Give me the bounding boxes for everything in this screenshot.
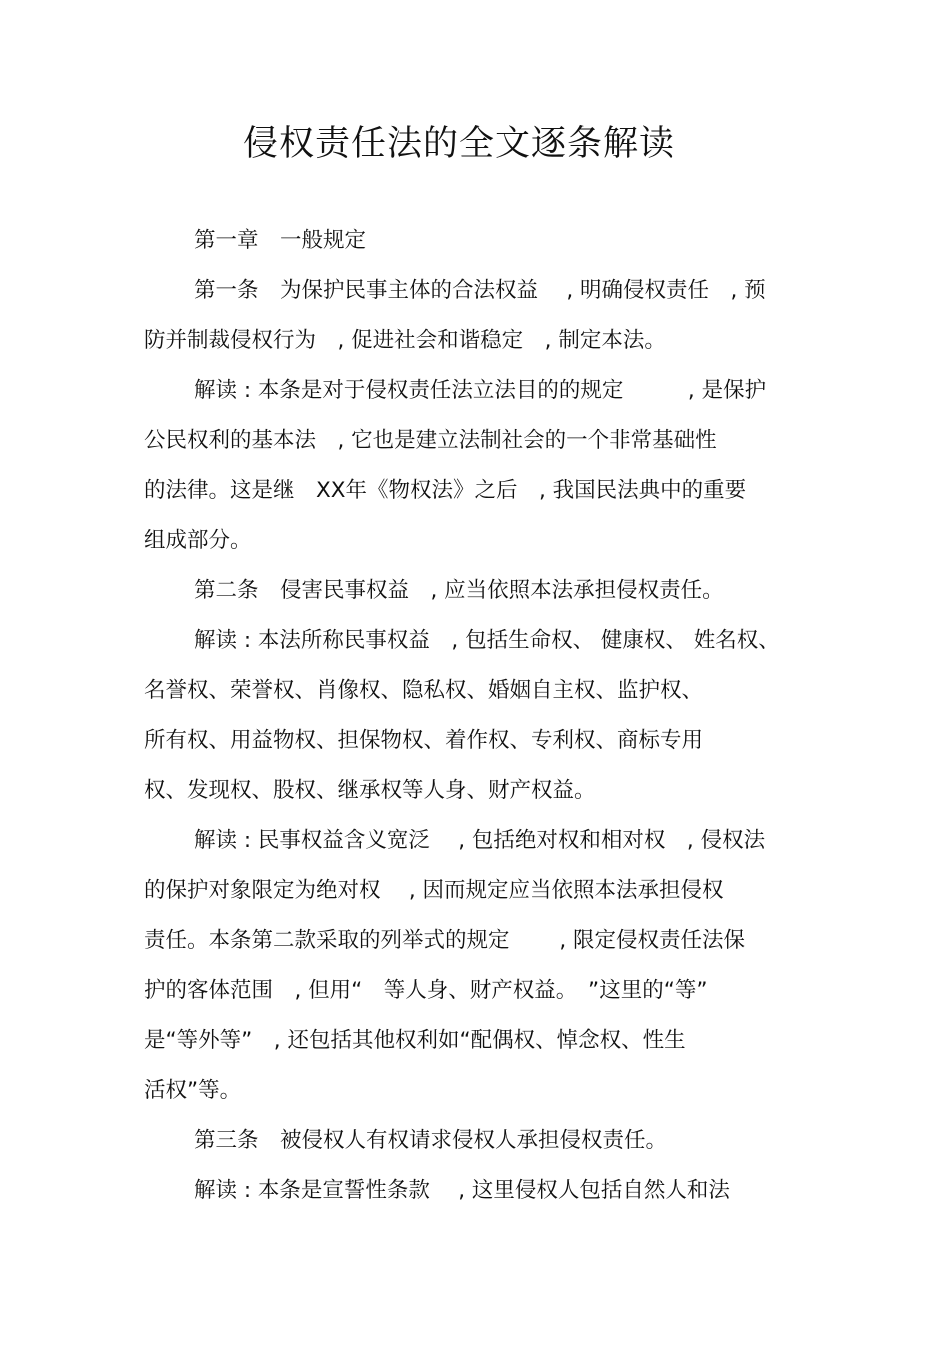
commentary-1-line-4: 组成部分。 xyxy=(144,528,252,553)
commentary-3-line-6: 活权”等。 xyxy=(144,1078,242,1103)
commentary-2-line-1: 解读 : 本法所称民事权益 , 包括生命权、 健康权、 姓名权、 xyxy=(194,628,780,653)
commentary-3-line-5: 是“等外等” , 还包括其他权利如“配偶权、悼念权、性生 xyxy=(144,1028,686,1053)
commentary-4-line-1: 解读 : 本条是宣誓性条款 , 这里侵权人包括自然人和法 xyxy=(194,1178,730,1203)
article-1-line-1: 第一条 为保护民事主体的合法权益 , 明确侵权责任 , 预 xyxy=(194,278,766,303)
commentary-1-line-1: 解读 : 本条是对于侵权责任法立法目的的规定 , 是保护 xyxy=(194,378,767,403)
commentary-3-line-2: 的保护对象限定为绝对权 , 因而规定应当依照本法承担侵权 xyxy=(144,878,724,903)
commentary-3-line-4: 护的客体范围 , 但用“ 等人身、财产权益。 ”这里的“等” xyxy=(144,978,708,1003)
document-title: 侵权责任法的全文逐条解读 xyxy=(242,124,675,164)
commentary-2-line-2: 名誉权、荣誉权、肖像权、隐私权、婚姻自主权、监护权、 xyxy=(144,678,704,703)
commentary-1-line-2: 公民权利的基本法 , 它也是建立法制社会的一个非常基础性 xyxy=(144,428,717,453)
article-2-line-1: 第二条 侵害民事权益 , 应当依照本法承担侵权责任。 xyxy=(194,578,724,603)
article-1-line-2: 防并制裁侵权行为 , 促进社会和谐稳定 , 制定本法。 xyxy=(144,328,666,353)
article-3-line-1: 第三条 被侵权人有权请求侵权人承担侵权责任。 xyxy=(194,1128,668,1153)
commentary-3-line-1: 解读 : 民事权益含义宽泛 , 包括绝对权和相对权 , 侵权法 xyxy=(194,828,766,853)
commentary-2-line-4: 权、发现权、股权、继承权等人身、财产权益。 xyxy=(144,778,596,803)
chapter-heading: 第一章 一般规定 xyxy=(194,228,367,253)
commentary-3-line-3: 责任。本条第二款采取的列举式的规定 , 限定侵权责任法保 xyxy=(144,928,746,953)
commentary-1-line-3: 的法律。这是继 XX年《物权法》之后 , 我国民法典中的重要 xyxy=(144,478,747,503)
commentary-2-line-3: 所有权、用益物权、担保物权、着作权、专利权、商标专用 xyxy=(144,728,704,753)
